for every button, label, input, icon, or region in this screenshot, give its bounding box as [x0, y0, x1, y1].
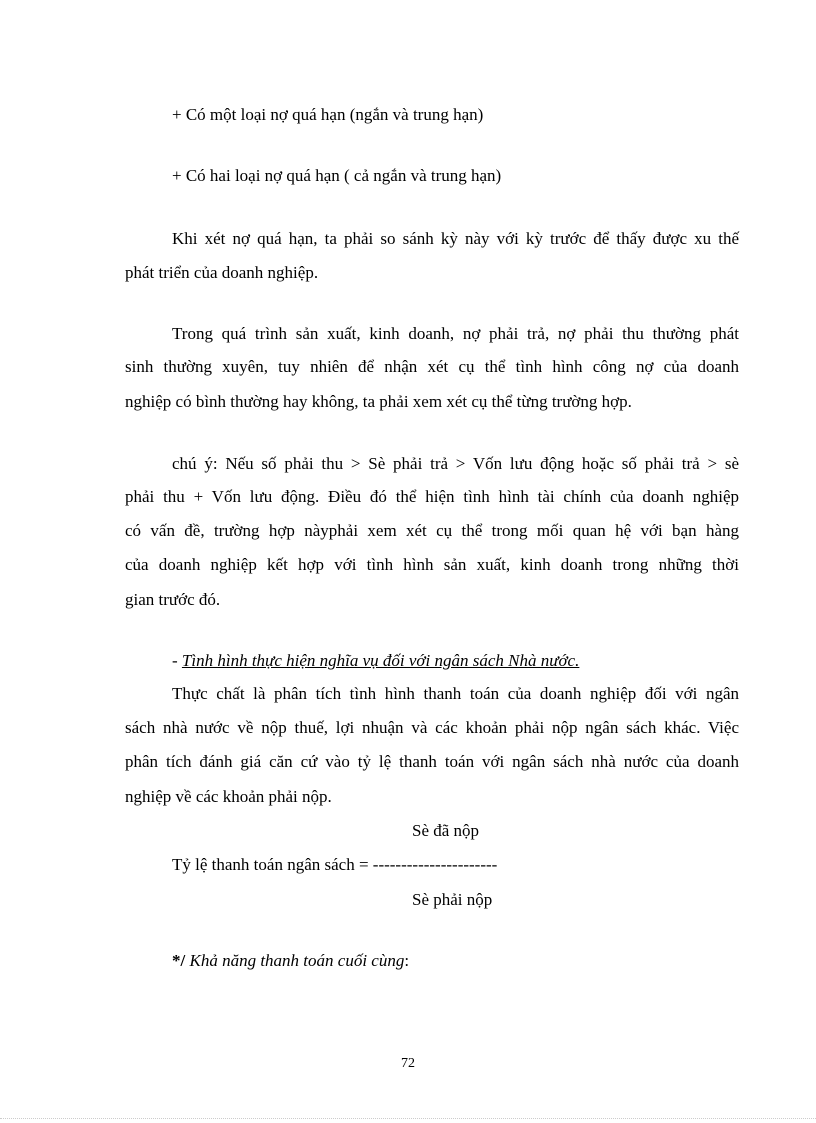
subsection-heading	[172, 951, 409, 971]
formula-numerator: Sè đã nộp	[412, 821, 480, 840]
paragraph-4-line-1: Thực chất là phân tích tình hình thanh toán của doanh nghiệp đối với ngân	[172, 684, 739, 703]
section-heading-text: Tình hình thực hiện nghĩa vụ đối với ngân sách Nhà nước.	[181, 651, 580, 670]
paragraph-1-line-2: phát triển của doanh nghiệp.	[125, 263, 319, 282]
paragraph-1-line-1: Khi xét nợ quá hạn, ta phải so sánh kỳ này với kỳ trước để thấy được xu thế	[172, 229, 739, 248]
paragraph-3-line-2: phải thu + Vốn lưu động. Điều đó thể hiện tình hình tài chính của doanh nghiệp	[125, 487, 739, 506]
paragraph-3-line-4: của doanh nghiệp kết hợp với tình hình sản xuất, kinh doanh trong những thời	[125, 555, 739, 574]
paragraph-3-line-3: có vấn đề, trường hợp nàyphải xem xét cụ thể trong mối quan hệ với bạn hàng	[125, 521, 739, 540]
paragraph-4-line-2: sách nhà nước về nộp thuế, lợi nhuận và các khoản phải nộp ngân sách khác. Việc	[125, 718, 739, 737]
subsection-marker: */	[172, 951, 186, 970]
section-heading	[172, 651, 579, 671]
page-number: 72	[401, 1056, 415, 1071]
bullet-line-2: + Có hai loại nợ quá hạn ( cả ngắn và trung hạn)	[172, 166, 502, 185]
formula-label: Tỷ lệ thanh toán ngân sách = ----------------------	[172, 855, 498, 874]
bullet-line-1: + Có một loại nợ quá hạn (ngắn và trung hạn)	[172, 105, 484, 124]
paragraph-4-line-3: phân tích đánh giá căn cứ vào tỷ lệ thanh toán với ngân sách nhà nước của doanh	[125, 752, 739, 771]
formula-denominator: Sè phải nộp	[412, 890, 493, 909]
subsection-text: Khả năng thanh toán cuối cùng	[185, 951, 405, 970]
paragraph-3-line-1: chú ý: Nếu số phải thu > Sè phải trả > Vốn lưu động hoặc số phải trả > sè	[172, 454, 739, 473]
paragraph-2-line-2: sinh thường xuyên, tuy nhiên để nhận xét cụ thể tình hình công nợ của doanh	[125, 357, 739, 376]
paragraph-4-line-4: nghiệp về các khoản phải nộp.	[125, 787, 332, 806]
subsection-colon: :	[404, 951, 410, 970]
paragraph-2-line-3: nghiệp có bình thường hay không, ta phải xem xét cụ thể từng trường hợp.	[125, 392, 632, 411]
paragraph-2-line-1: Trong quá trình sản xuất, kinh doanh, nợ phải trả, nợ phải thu thường phát	[172, 324, 739, 343]
section-heading-dash: -	[172, 651, 182, 670]
page-bottom-border	[0, 1118, 816, 1119]
paragraph-3-line-5: gian trước đó.	[125, 590, 221, 609]
